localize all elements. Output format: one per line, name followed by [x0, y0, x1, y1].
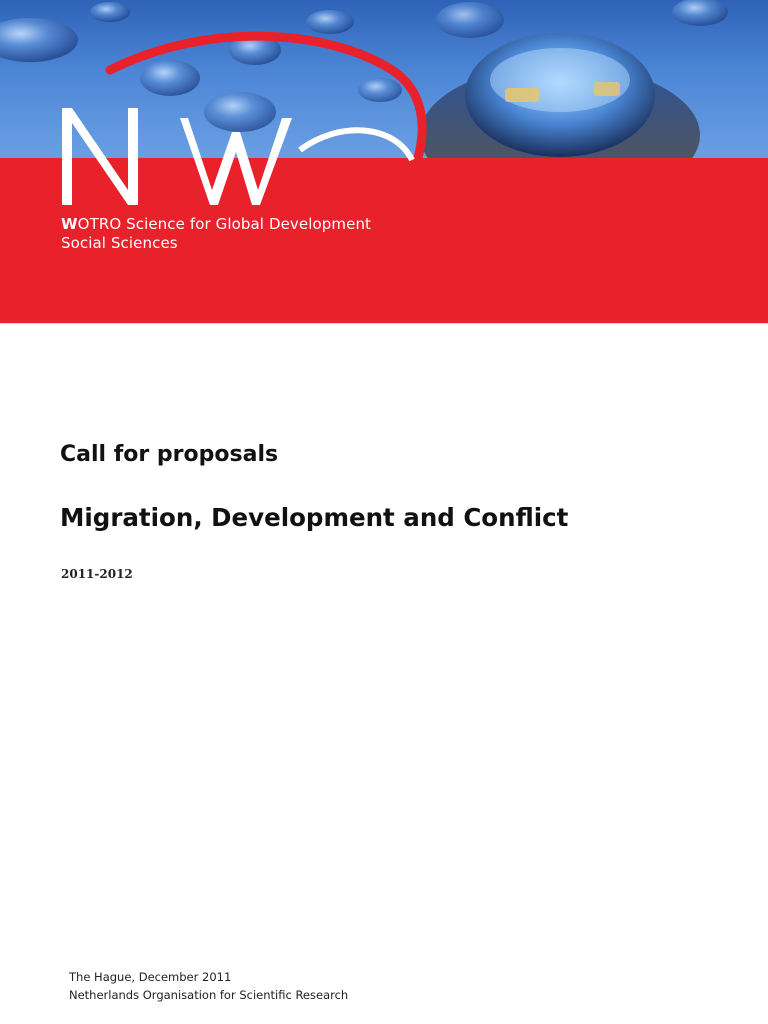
footer: [69, 968, 348, 1004]
organisation-lines: [61, 215, 371, 253]
nwo-logo: [0, 0, 768, 324]
nwo-logo-mark: [62, 36, 422, 205]
org-line-social-sciences: Social Sciences: [61, 234, 178, 252]
org-line-rest: OTRO Science for Global Development: [77, 215, 372, 233]
document-title: Migration, Development and Conflict: [60, 503, 569, 532]
document-years: 2011-2012: [61, 567, 133, 581]
org-initial: W: [61, 215, 78, 233]
footer-place-date: The Hague, December 2011: [69, 970, 232, 984]
document-type: Call for proposals: [60, 442, 279, 467]
footer-organisation: Netherlands Organisation for Scientific Research: [69, 988, 349, 1002]
org-line-wotro: [61, 215, 371, 234]
